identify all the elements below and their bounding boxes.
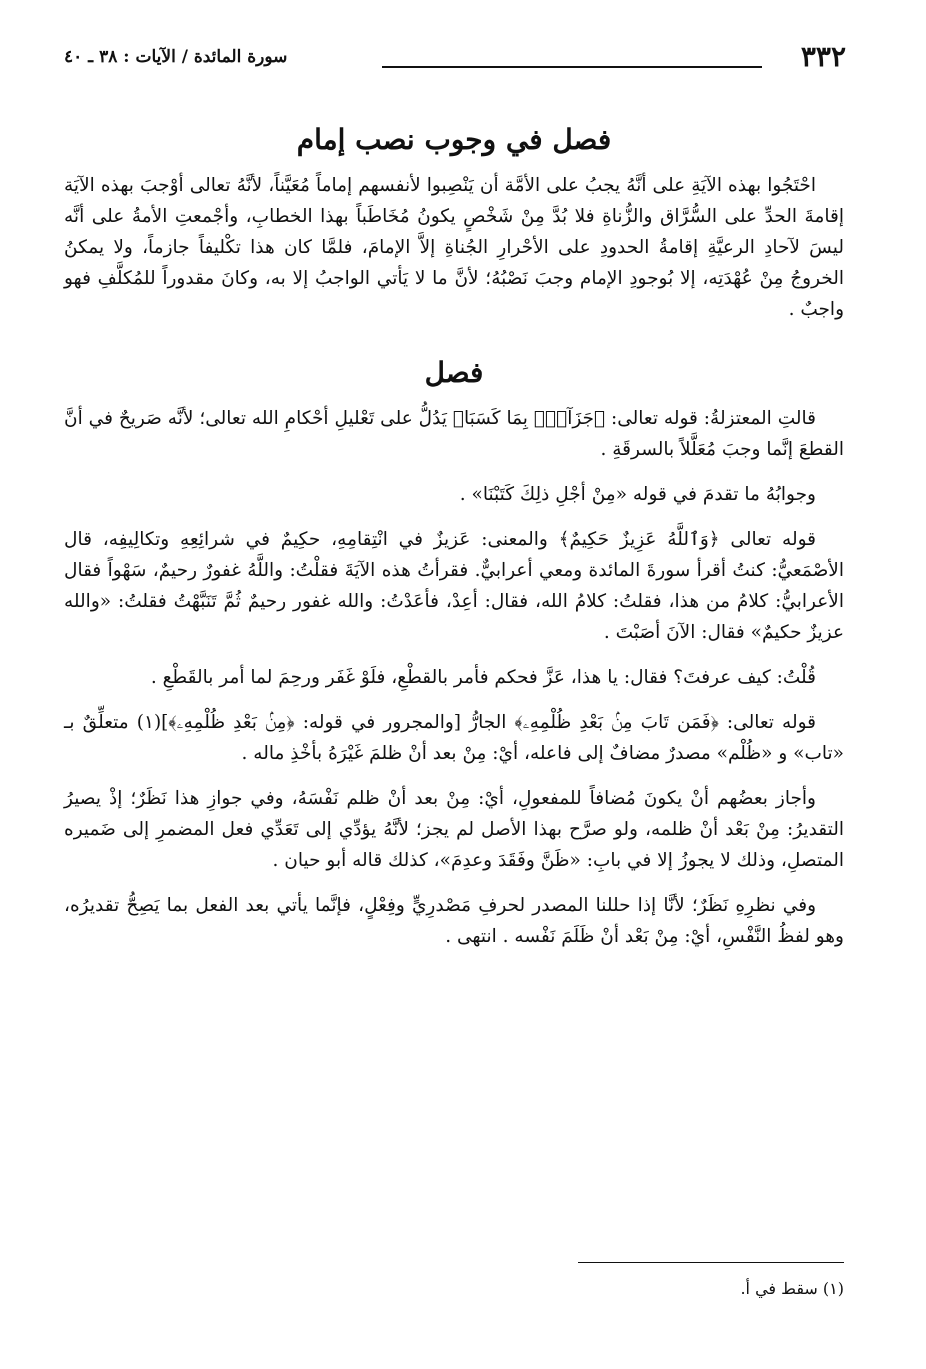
paragraph: قُلْتُ: كيف عرفتَ؟ فقال: يا هذا، عَزَّ فحكم فأمر بالقطْعِ، فلَوْ غَفَر ورحِمَ لما أمر بالقَطْعِ . — [150, 667, 816, 688]
paragraph: قوله تعالى: ﴿فَمَن تَابَ مِنۢ بَعْدِ ظُلْمِهِۦ﴾ الجارُّ [والمجرور في قوله: ﴿مِنۢ بَعْدِ ظُلْمِهِۦ﴾](١) متعلِّقٌ بـ «تاب» و «ظُلْم» مصدرٌ مضافٌ إلى فاعله، أيْ: مِنْ بعد أنْ ظلمَ غَيْرَهُ بأخْذِ ماله . — [64, 712, 844, 764]
paragraph: قوله تعالى ﴿وَٱللَّهُ عَزِيزٌ حَكِيمٌ﴾ والمعنى: عَزيزٌ في انْتِقامِهِ، حكِيمٌ في شرائِعِهِ وتكالِيفِه، قال الأصْمَعيُّ: كنتُ أقرأ سورةَ المائدة ومعي أعرابيٌّ. فقرأتُ هذه الآيَةَ فقلْتُ: واللَّهُ غفورٌ رحيمٌ، سَهْواً فقال الأعرابيُّ: كلامُ من هذا، فقلتُ: كلامُ الله، فقال: أعِدْ، فأعَدْتُ: والله غفور رحيمٌ ثُمَّ تَنَبَّهْتُ فقلتُ: «والله عزيزٌ حكيمٌ» فقال: الآنَ أصَبْتَ . — [64, 529, 844, 643]
page-content — [64, 118, 844, 966]
paragraph: وأجاز بعضُهم أنْ يكونَ مُضافاً للمفعولِ، أيْ: مِنْ بعد أنْ ظلم نَفْسَهُ، وفي جوازِ هذا نَظَرٌ؛ إذْ يصيرُ التقديرُ: مِنْ بَعْد أنْ ظلمه، ولو صرَّح بهذا الأصل لم يجز؛ لأنَّهُ يؤدِّي إلى تَعَدِّي فعل المضمرِ إلى ضَميره المتصلِ، وذلك لا يجوزُ إلا في بابِ: «ظَنَّ وفَقَدَ وعدِمَ»، كذلك قاله أبو حيان . — [64, 788, 844, 871]
header-rule — [382, 66, 762, 68]
page-header — [64, 40, 846, 80]
footnote-divider — [578, 1262, 844, 1263]
page-number: ٣٣٢ — [800, 40, 846, 73]
paragraph: وفي نظرِهِ نَظَرٌ؛ لأنَّا إذا حللنا المصدر لحرفِ مَصْدرِيٍّ وفِعْلٍ، فإنَّما يأتي بعد الفعل بما يَصِحُّ تقديرُه، وهو لفظُ النَّفْسِ، أيْ: مِنْ بَعْد أنْ ظَلَمَ نَفْسه . انتهى . — [64, 895, 844, 947]
running-title: سورة المائدة / الآيات : ٣٨ ـ ٤٠ — [64, 47, 288, 67]
section-heading-imam: فصل في وجوب نصب إمام — [296, 123, 612, 156]
paragraph: قالتِ المعتزلةُ: قوله تعالى: ﴿جَزَآءَۢ بِمَا كَسَبَا﴾ يَدُلُّ على تَعْليلِ أحْكامِ الله تعالى؛ لأنَّه صَريحٌ في أنَّ القطعَ إنَّما وجبَ مُعَلَّلاً بالسرقَةِ . — [64, 408, 844, 460]
section-heading-fasl: فصل — [424, 356, 484, 389]
paragraph: احْتَجُوا بهذه الآيَةِ على أنَّهُ يجبُ على الأمَّة أن يَنْصِبوا لأنفسهم إماماً مُعَيَّناً، لأنَّهُ تعالى أوْجبَ بهذه الآيَة إقامةَ الحدِّ على السُّرَّاق والزُّناةِ فلا بُدَّ مِنْ شَخْصٍ يكونُ مُخَاطَباً بهذا الخطابِ، وأجْمعتِ الأمةُ على أنَّه ليسَ لآحادِ الرعيَّةِ إقامةُ الحدودِ على الأحْرارِ الجُناةِ إلاَّ الإمامَ، فلمَّا كان هذا تكْليفاً جازماً، ولا يمكنُ الخروجُ مِنْ عُهْدَتِه، إلا بُوجودِ الإمام وجبَ نَصْبُهُ؛ لأنَّ ما لا يَأتي الواجبُ إلا به، وكانَ مقدوراً للمُكلَّفِ فهو واجبٌ . — [64, 175, 844, 320]
footnote: (١) سقط في أ. — [740, 1279, 844, 1298]
paragraph: وجوابُهُ ما تقدمَ في قوله «مِنْ أجْلِ ذلِكَ كَتَبْنَا» . — [459, 484, 816, 505]
